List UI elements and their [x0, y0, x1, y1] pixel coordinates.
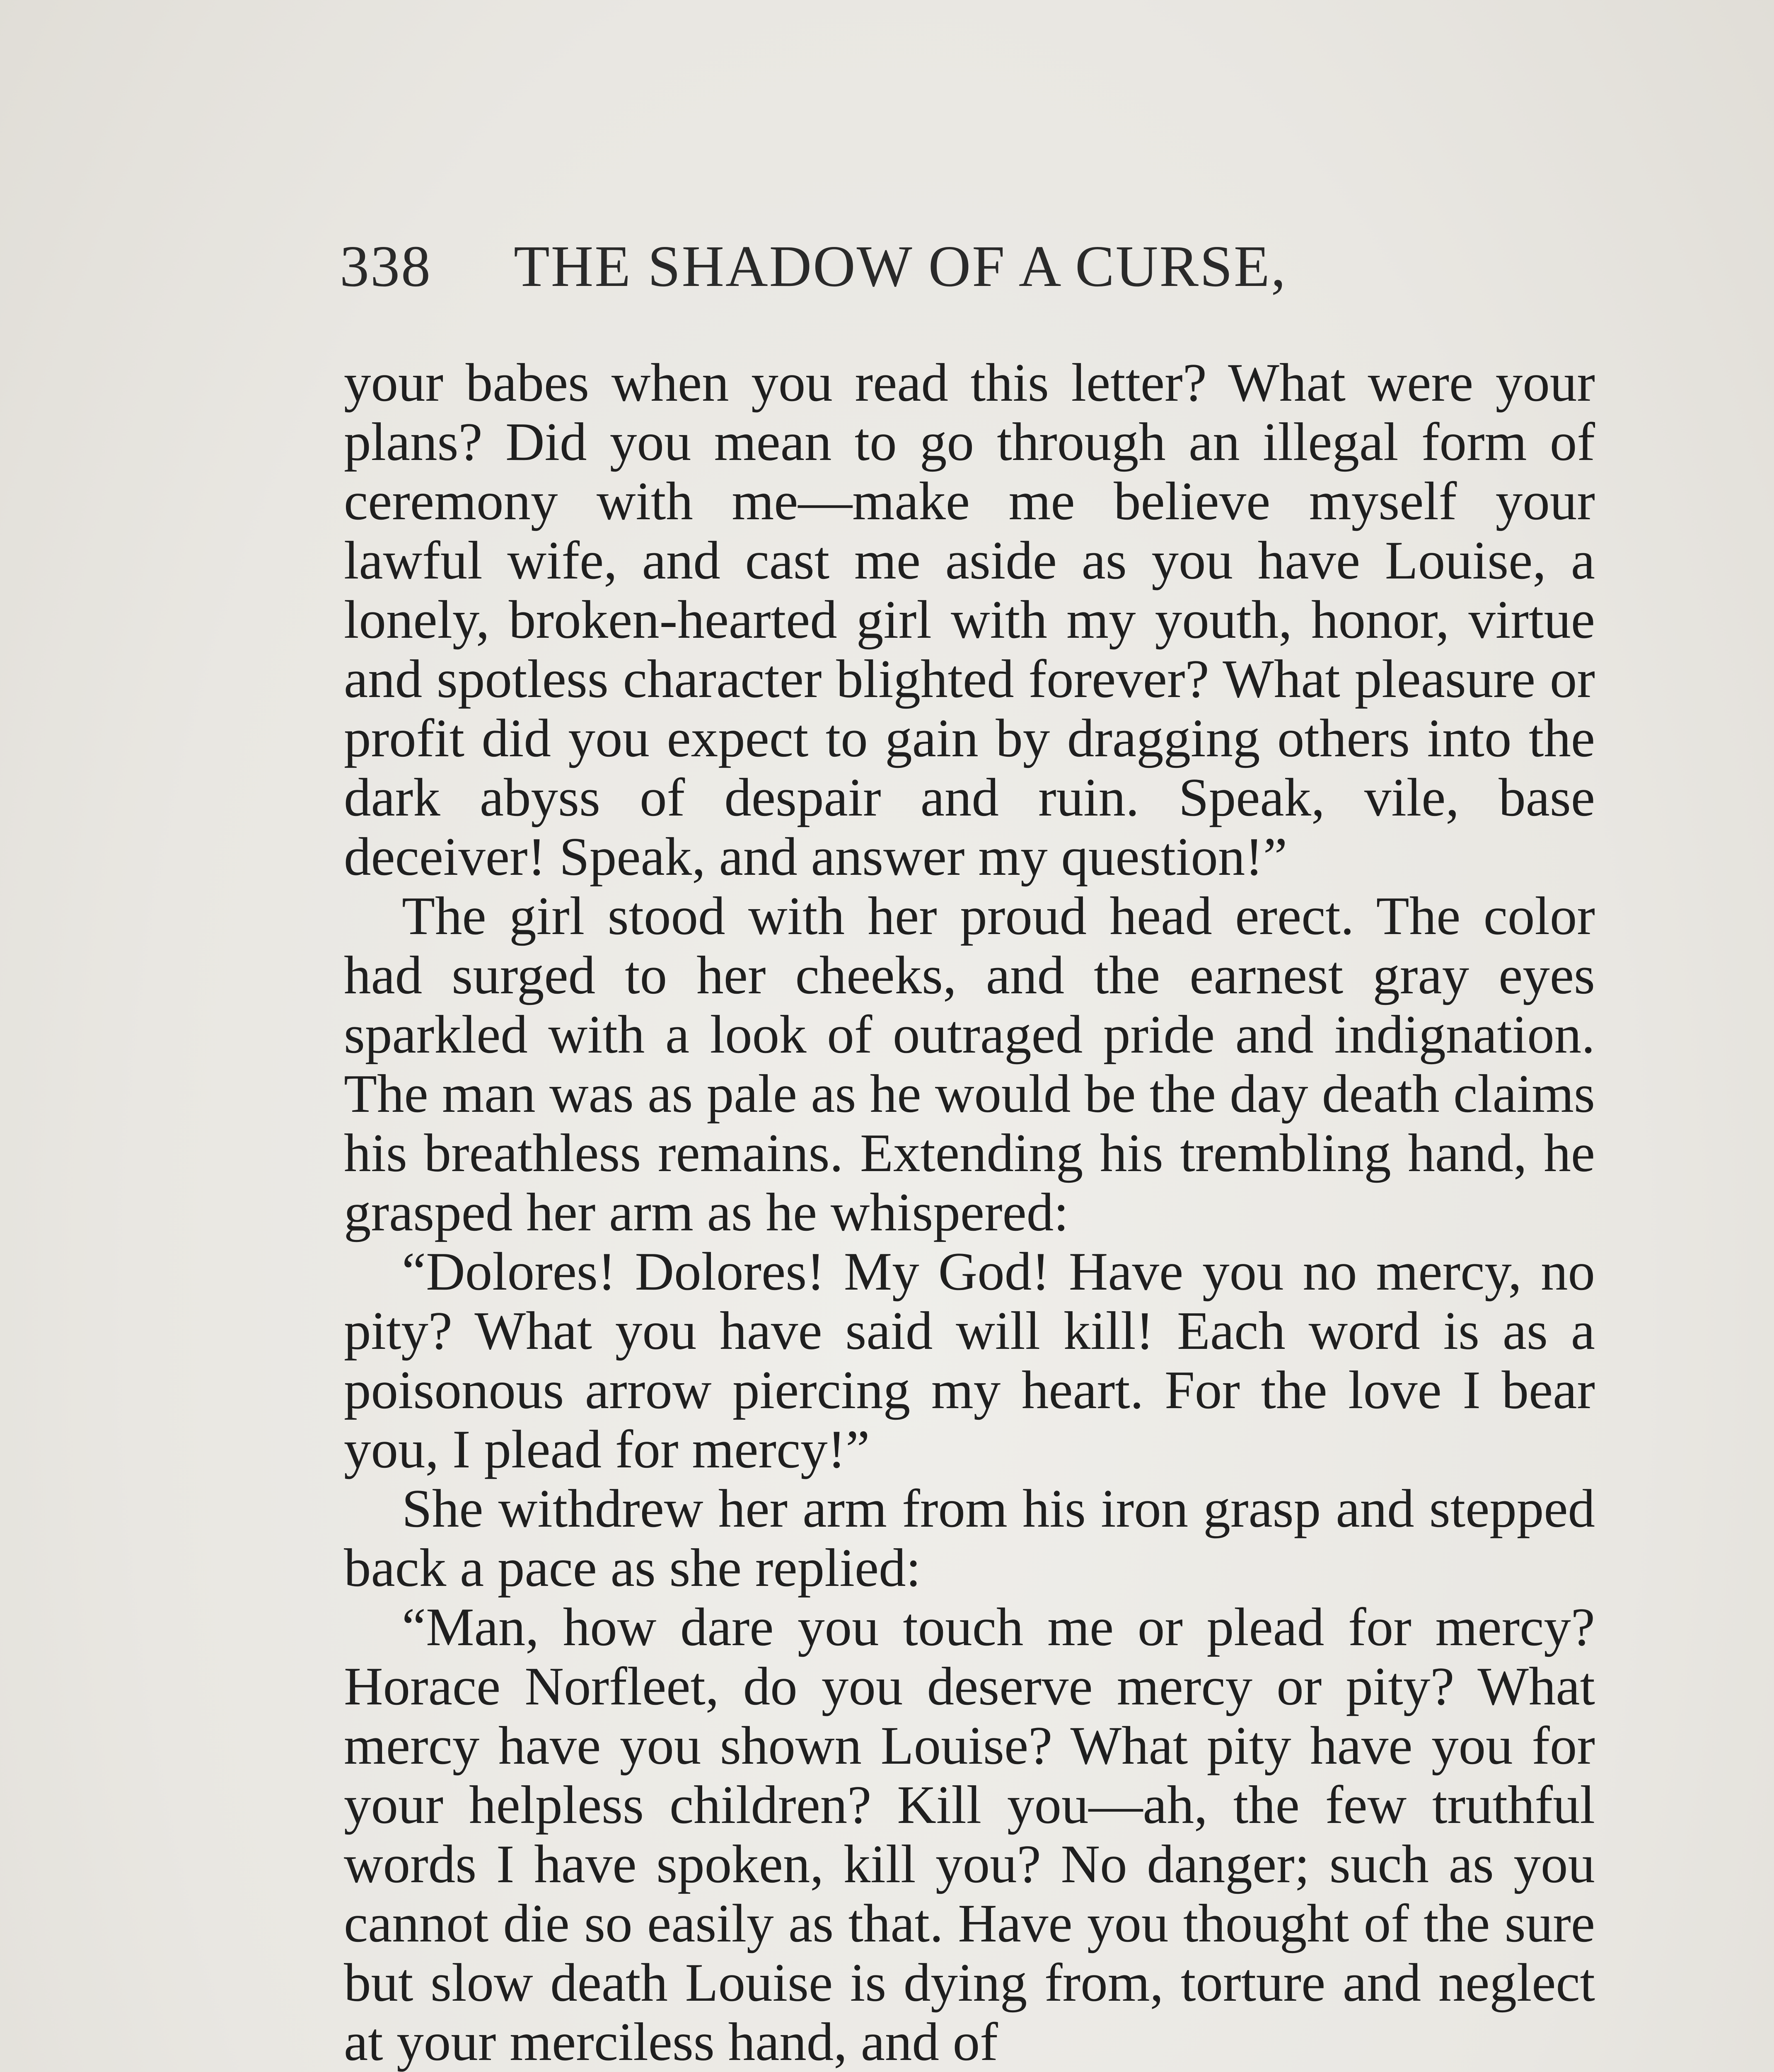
paragraph: The girl stood with her proud head erect. The color had surged to her cheeks, and the earnest gray eyes sparkled with a look of outraged pride and indignation. The man was as pale as he would be the day death claims his breathless remains. Extending his trembling hand, he grasped her arm as he whispered: [344, 886, 1595, 1242]
paragraph: “Dolores! Dolores! My God! Have you no mercy, no pity? What you have said will kill! Each word is as a poisonous arrow piercing my heart. For the love I bear you, I plead for mercy!” [344, 1242, 1595, 1479]
page-number: 338 [340, 233, 432, 299]
paragraph-continued: your babes when you read this letter? What were your plans? Did you mean to go through an illegal form of ceremony with me—make me believe myself your lawful wife, and cast me aside as you have Louise, a lonely, broken-hearted girl with my youth, honor, virtue and spotless character blighted forever? What pleasure or profit did you expect to gain by dragging others into the dark abyss of despair and ruin. Speak, vile, base deceiver! Speak, and answer my question!” [344, 353, 1595, 887]
body-text [344, 353, 1595, 2072]
page-header [340, 232, 1433, 299]
paragraph: “Man, how dare you touch me or plead for mercy? Horace Norfleet, do you deserve mercy or pity? What mercy have you shown Louise? What pity have you for your helpless children? Kill you—ah, the few truthful words I have spoken, kill you? No danger; such as you cannot die so easily as that. Have you thought of the sure but slow death Louise is dying from, torture and neglect at your merciless hand, and of [344, 1597, 1595, 2072]
paragraph: She withdrew her arm from his iron grasp and stepped back a pace as she replied: [344, 1479, 1595, 1598]
running-head: THE SHADOW OF A CURSE, [514, 233, 1287, 299]
